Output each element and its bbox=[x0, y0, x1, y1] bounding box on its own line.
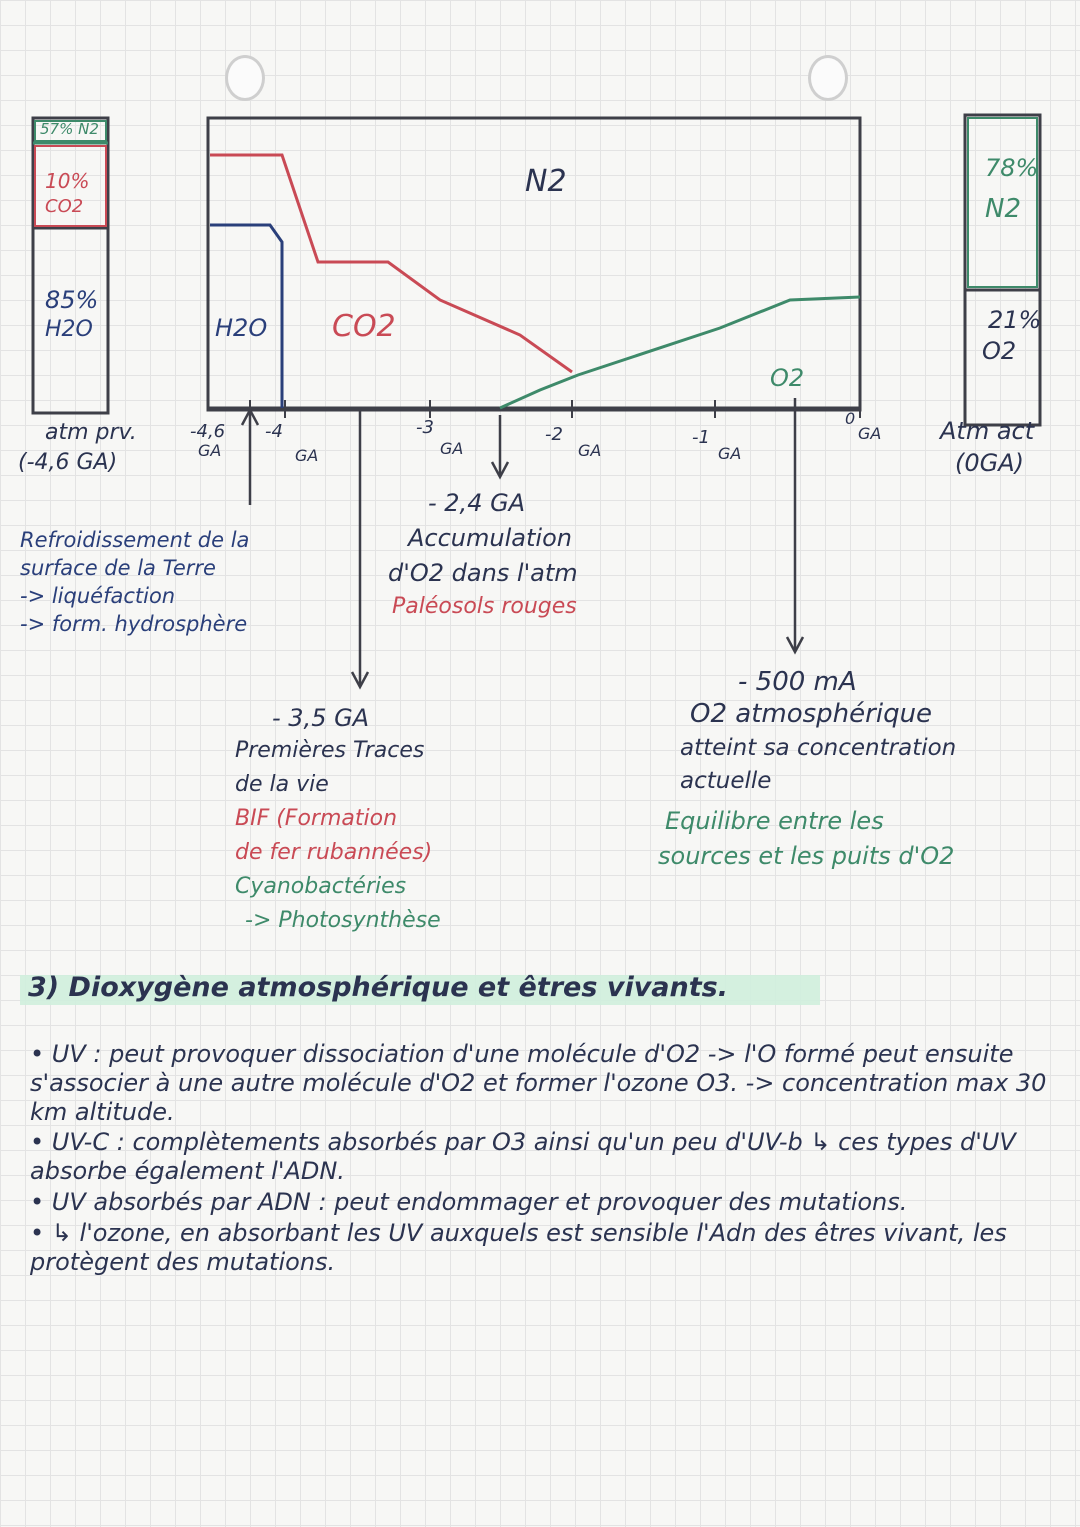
life35-line-1: - 3,5 GA bbox=[272, 704, 370, 732]
left-n2-label: 57% N2 bbox=[40, 120, 99, 138]
life35-line-7: -> Photosynthèse bbox=[245, 908, 441, 933]
life35-line-5: de fer rubannées) bbox=[235, 840, 433, 865]
left-h2o-label: H2O bbox=[45, 317, 93, 342]
tick-unit-5: GA bbox=[858, 424, 882, 443]
o2500-line-5: Equilibre entre les bbox=[665, 807, 884, 835]
oxygen24-line-1: - 2,4 GA bbox=[428, 489, 526, 517]
cooling-line-3: -> liquéfaction bbox=[20, 584, 176, 608]
o2-curve bbox=[500, 297, 860, 408]
life35-line-4: BIF (Formation bbox=[235, 806, 398, 831]
tick-label-5: 0 bbox=[845, 409, 856, 428]
life35-line-3: de la vie bbox=[235, 772, 329, 797]
tick-unit-3: GA bbox=[578, 441, 602, 460]
cooling-line-1: Refroidissement de la bbox=[20, 528, 250, 552]
graph-co2-label: CO2 bbox=[332, 309, 396, 344]
right-o2-label: O2 bbox=[982, 337, 1017, 365]
tick-unit-1: GA bbox=[295, 446, 319, 465]
note-item bbox=[30, 1128, 1060, 1186]
right-n2-pct: 78% bbox=[985, 154, 1039, 182]
life35-line-6: Cyanobactéries bbox=[235, 874, 407, 899]
life35-line-2: Premières Traces bbox=[235, 738, 425, 763]
graph-h2o-label: H2O bbox=[215, 314, 268, 342]
o2500-line-3: atteint sa concentration bbox=[680, 735, 957, 761]
tick-unit-2: GA bbox=[440, 439, 464, 458]
o2500-line-4: actuelle bbox=[680, 768, 772, 794]
right-caption-2: (0GA) bbox=[955, 449, 1025, 477]
note-item: • UV : peut provoquer dissociation d'une molécule d'O2 -> l'O formé peut ensuite s'associer à une autre molécule d'O2 et former l'ozone O3. -> concentration max 30 km altitude. bbox=[30, 1040, 1047, 1126]
right-caption-1: Atm act bbox=[940, 417, 1035, 445]
graph-o2-label: O2 bbox=[770, 364, 805, 392]
right-n2-label: N2 bbox=[985, 194, 1021, 224]
left-h2o-pct: 85% bbox=[45, 286, 99, 314]
note-item: • UV absorbés par ADN : peut endommager et provoquer des mutations. bbox=[30, 1187, 908, 1216]
left-co2-label: CO2 bbox=[45, 196, 84, 217]
oxygen24-line-4: Paléosols rouges bbox=[392, 594, 577, 619]
note-item-text: • UV-C : complètements absorbés par O3 ainsi qu'un peu d'UV-b ↳ ces types d'UV absorbe également l'ADN. bbox=[30, 1128, 1016, 1186]
oxygen24-line-3: d'O2 dans l'atm bbox=[388, 559, 578, 587]
cooling-line-2: surface de la Terre bbox=[20, 556, 216, 580]
graph-frame bbox=[208, 118, 860, 410]
left-caption-2: (-4,6 GA) bbox=[18, 450, 118, 475]
oxygen24-line-2: Accumulation bbox=[408, 524, 572, 552]
right-o2-pct: 21% bbox=[988, 306, 1042, 334]
tick-label-0: -4,6 bbox=[190, 421, 226, 442]
left-co2-pct: 10% bbox=[45, 169, 90, 193]
tick-label-1: -4 bbox=[265, 421, 283, 442]
o2500-line-6: sources et les puits d'O2 bbox=[658, 842, 955, 870]
left-caption-1: atm prv. bbox=[45, 420, 137, 445]
primitive-atmosphere-bar bbox=[33, 118, 108, 413]
tick-unit-4: GA bbox=[718, 444, 742, 463]
tick-label-2: -3 bbox=[416, 417, 434, 438]
o2500-line-1: - 500 mA bbox=[738, 667, 857, 697]
note-item: • ↳ l'ozone, en absorbant les UV auxquels est sensible l'Adn des êtres vivant, les protègent des mutations. bbox=[30, 1218, 1007, 1276]
tick-unit-0: GA bbox=[198, 441, 222, 460]
tick-label-4: -1 bbox=[692, 427, 710, 448]
tick-label-3: -2 bbox=[545, 424, 563, 445]
o2500-line-2: O2 atmosphérique bbox=[690, 699, 933, 729]
graph-n2-label: N2 bbox=[525, 164, 567, 199]
cooling-line-4: -> form. hydrosphère bbox=[20, 612, 248, 636]
section-heading: 3) Dioxygène atmosphérique et êtres vivants. bbox=[28, 972, 728, 1003]
notes-list bbox=[30, 1040, 1060, 1278]
